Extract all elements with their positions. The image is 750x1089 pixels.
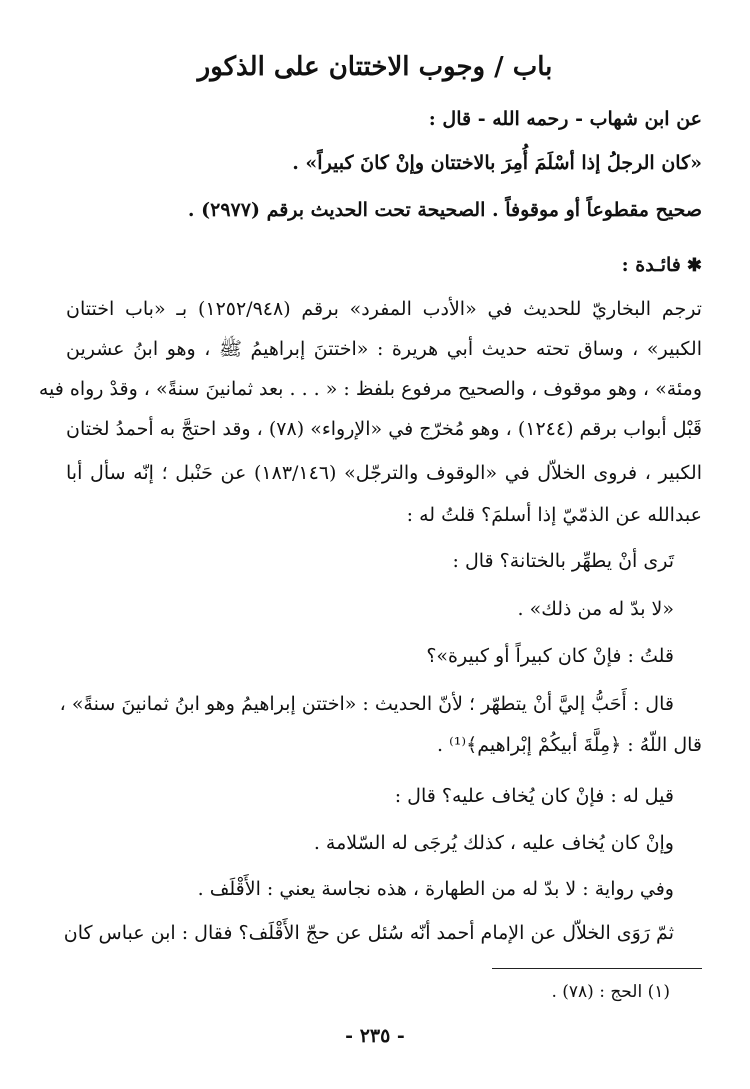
dialog-line-5: قال اللّهُ : ﴿مِلَّةَ أبيكُمْ إبْراهيم﴾⁽¹⁾ . bbox=[437, 734, 702, 756]
hadith-quote: «كان الرجلُ إذا أسْلَمَ أُمِرَ بالاختتان وإنْ كانَ كبيراً» . bbox=[292, 152, 702, 174]
dialog-line-9: ثمّ رَوَى الخلاّل عن الإمام أحمد أنّه سُئل عن حجّ الأَقْلَف؟ فقال : ابن عباس كان bbox=[63, 922, 674, 944]
dialog-line-4: قال : أَحَبُّ إليَّ أنْ يتطهّر ؛ لأنّ الحديث : «اختتن إبراهيمُ وهو ابنُ ثمانينَ سنةً» ، bbox=[59, 693, 674, 715]
benefit-line-4: قَبْل أبواب برقم (١٢٤٤) ، وهو مُخرّج في «الإرواء» (٧٨) ، وقد احتجَّ به أحمدُ لختان bbox=[66, 418, 702, 440]
footnote-divider bbox=[492, 968, 702, 969]
dialog-line-8: وفي رواية : لا بدّ له من الطهارة ، هذه نجاسة يعني : الأَقْلَف . bbox=[197, 878, 674, 900]
dialog-line-3: قلتُ : فإنْ كان كبيراً أو كبيرة»؟ bbox=[426, 645, 674, 667]
benefit-heading bbox=[66, 254, 702, 277]
benefit-line-3: ومئة» ، وهو موقوف ، والصحيح مرفوع بلفظ : « . . . بعد ثمانينَ سنةً» ، وقدْ رواه فيه bbox=[38, 378, 702, 400]
dialog-line-1: تَرى أنْ يطهِّر بالختانة؟ قال : bbox=[452, 550, 674, 572]
benefit-line-1: ترجم البخاريّ للحديث في «الأدب المفرد» برقم (١٢٥٢/٩٤٨) بـ «باب اختتان bbox=[66, 298, 702, 320]
benefit-line-2: الكبير» ، وساق تحته حديث أبي هريرة : «اختتنَ إبراهيمُ ﷺ ، وهو ابنُ عشرين bbox=[66, 338, 702, 360]
narration-intro: عن ابن شهاب - رحمه الله - قال : bbox=[428, 108, 702, 130]
dialog-line-7: وإنْ كان يُخاف عليه ، كذلك يُرجَى له السّلامة . bbox=[313, 832, 674, 854]
dialog-line-6: قيل له : فإنْ كان يُخاف عليه؟ قال : bbox=[394, 785, 674, 807]
benefit-line-6: عبدالله عن الذمّيّ إذا أسلمَ؟ قلتُ له : bbox=[406, 504, 702, 526]
footnote: (١) الحج : (٧٨) . bbox=[551, 982, 670, 1002]
grading-note: صحيح مقطوعاً أو موقوفاً . الصحيحة تحت الحديث برقم (٢٩٧٧) . bbox=[187, 199, 702, 221]
benefit-line-5: الكبير ، فروى الخلاّل في «الوقوف والترجّل» (١٨٣/١٤٦) عن حَنْبل ؛ إنّه سأل أبا bbox=[66, 462, 702, 484]
chapter-title: باب / وجوب الاختتان على الذكور bbox=[197, 52, 553, 82]
benefit-heading-text: فائـدة : bbox=[621, 254, 681, 276]
page-number: - ٢٣٥ - bbox=[345, 1025, 405, 1047]
asterisk-icon: ✱ bbox=[686, 255, 702, 276]
dialog-line-2: «لا بدّ له من ذلك» . bbox=[517, 598, 674, 620]
